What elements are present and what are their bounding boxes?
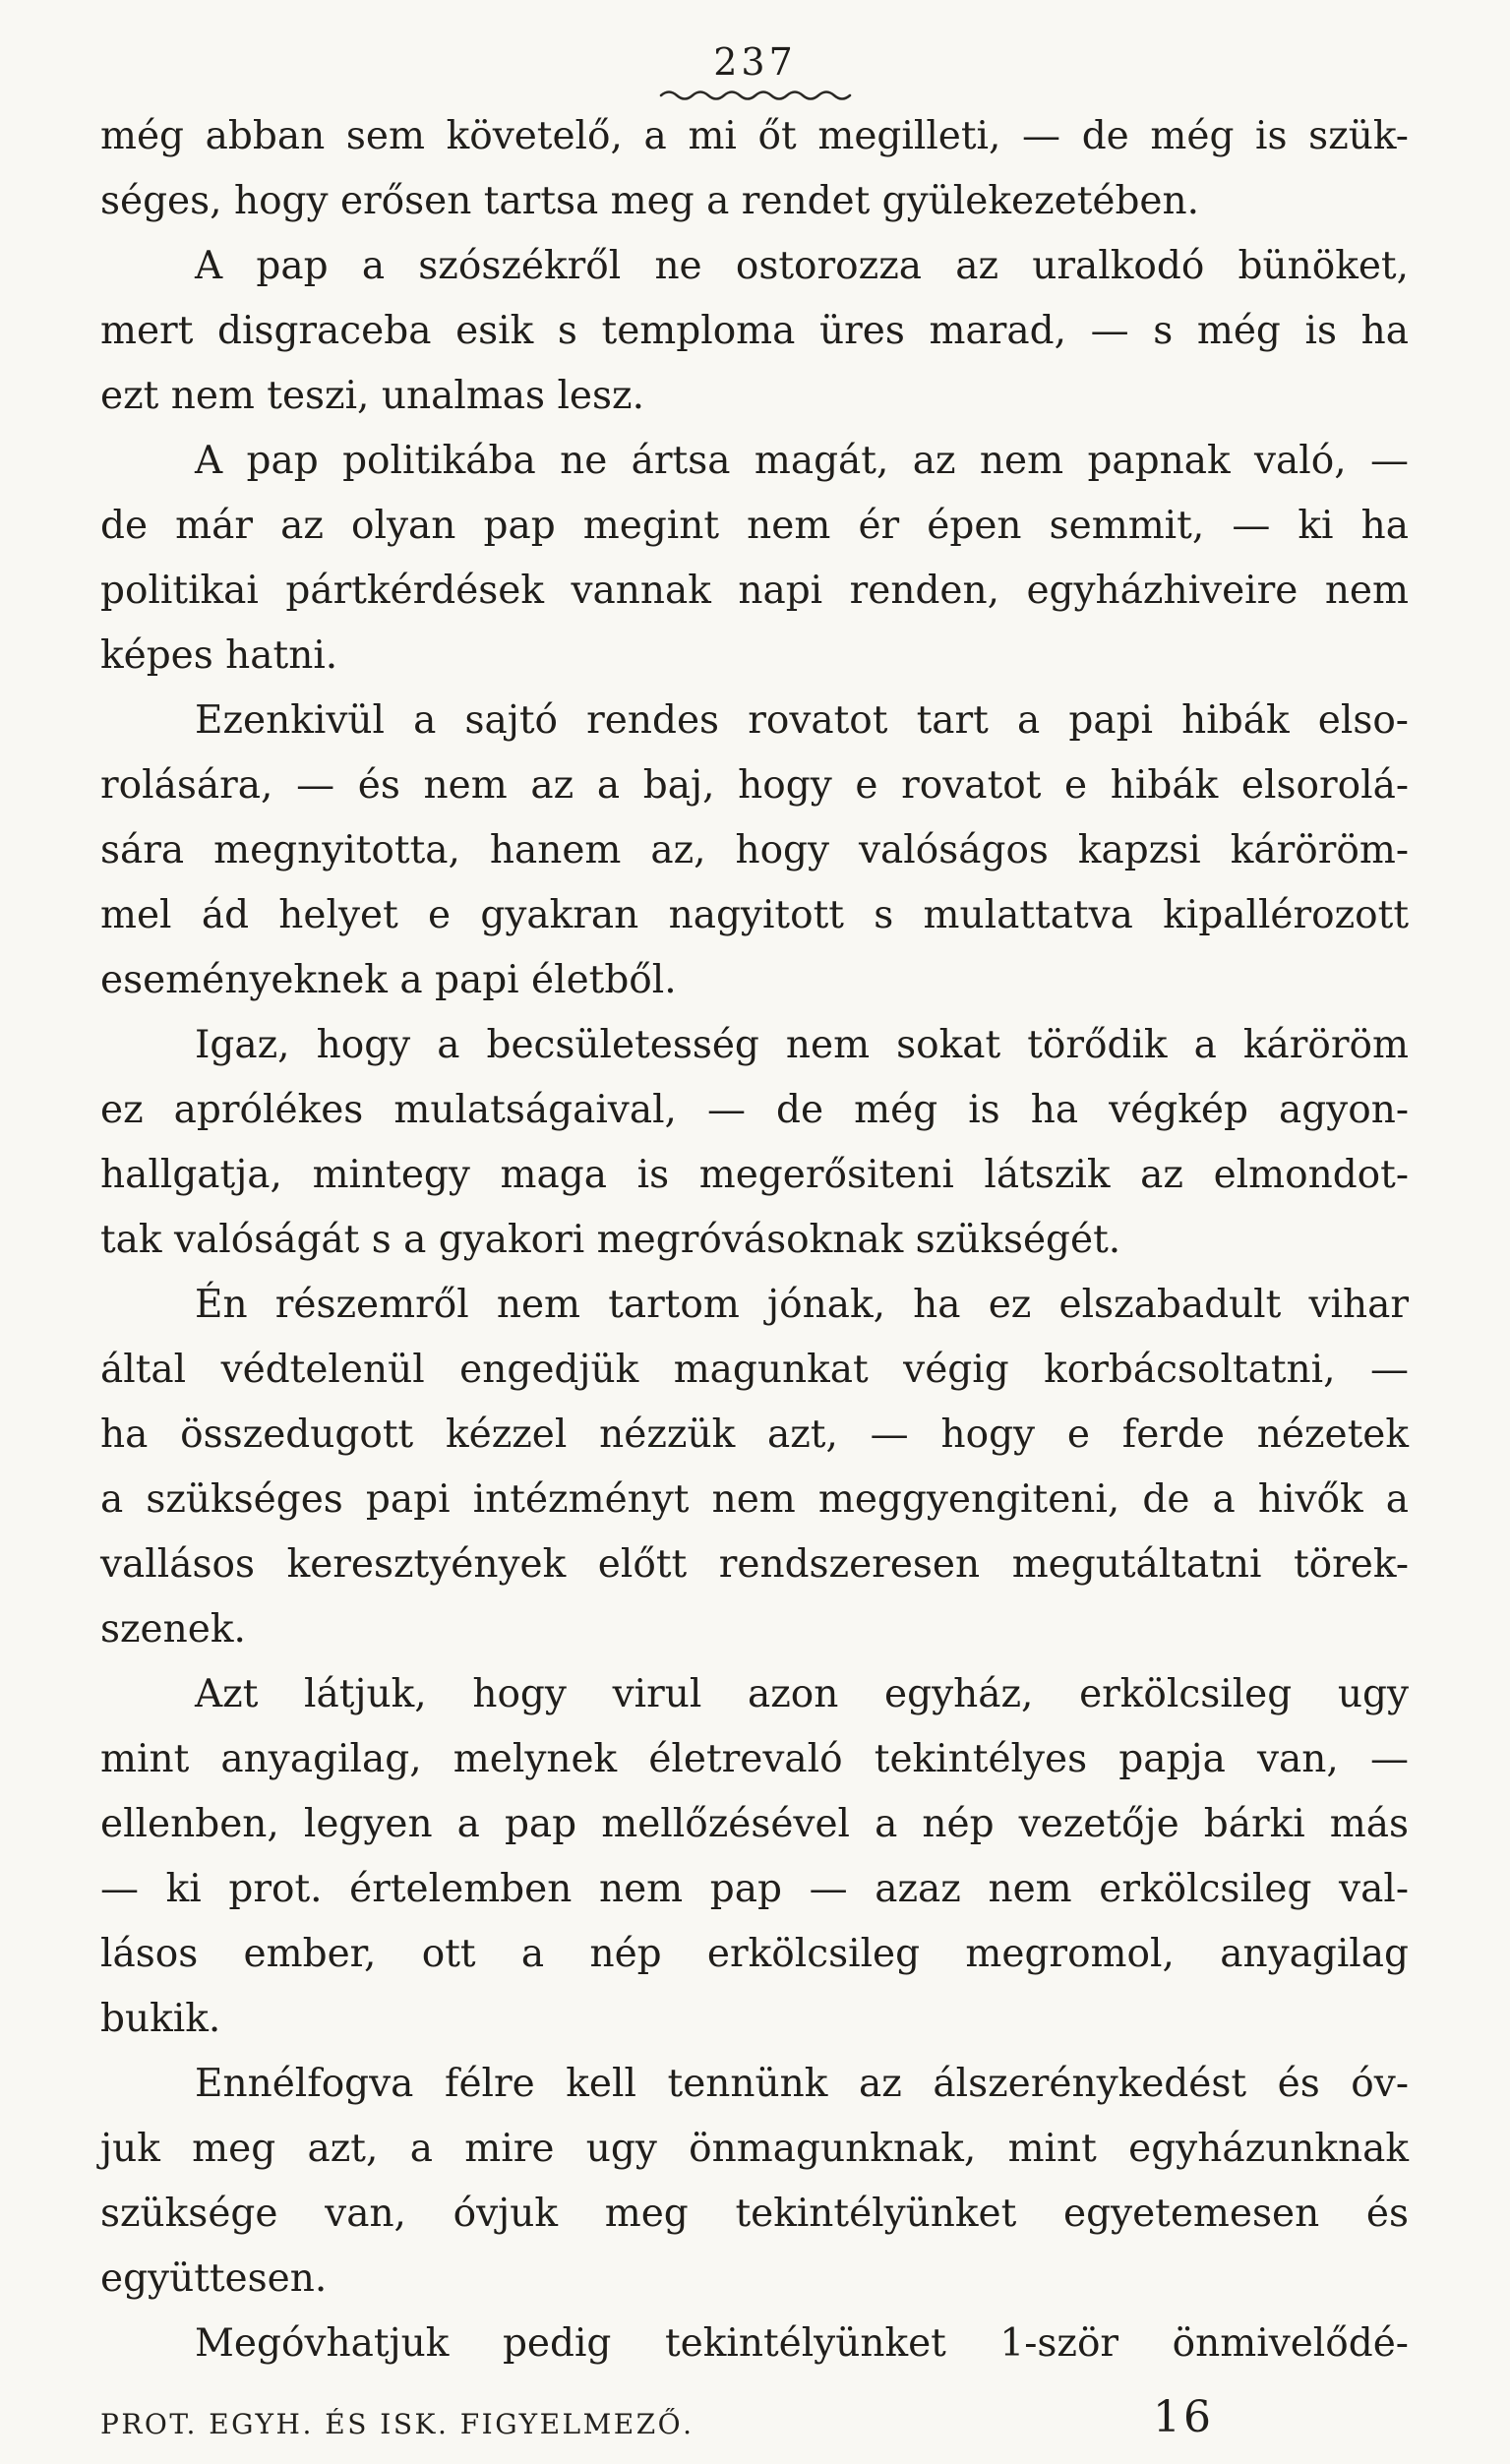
text-block — [100, 104, 1409, 2376]
journal-title: PROT. EGYH. ÉS ISK. FIGYELMEZŐ. — [100, 2408, 695, 2440]
text-line: Igaz, hogy a becsületesség nem sokat törődik a káröröm — [195, 1023, 1409, 1067]
paragraph — [100, 104, 1409, 234]
paragraph — [100, 1273, 1409, 1662]
text-line: A pap a szószékről ne ostorozza az uralkodó bünöket, — [195, 244, 1409, 288]
text-line: lásos ember, ott a nép erkölcsileg megromol, anyagilag — [100, 1932, 1409, 1976]
text-line: bukik. — [100, 1997, 221, 2041]
text-line: de már az olyan pap megint nem ér épen semmit, — ki ha — [100, 504, 1409, 548]
text-line: ez aprólékes mulatságaival, — de még is ha végkép agyon- — [100, 1088, 1409, 1132]
paragraph — [100, 689, 1409, 1013]
text-line: A pap politikába ne ártsa magát, az nem papnak való, — — [195, 439, 1409, 483]
paragraph — [100, 1013, 1409, 1273]
text-line: a szükséges papi intézményt nem meggyengiteni, de a hivők a — [100, 1477, 1409, 1522]
wavy-underline-decoration — [657, 87, 854, 102]
text-line: Ezenkivül a sajtó rendes rovatot tart a papi hibák elso- — [195, 698, 1409, 743]
text-line: rolására, — és nem az a baj, hogy e rovatot e hibák elsorolá- — [100, 763, 1409, 808]
page-footer — [100, 2392, 1409, 2455]
text-line: mint anyagilag, melynek életrevaló tekintélyes papja van, — — [100, 1737, 1409, 1781]
text-line: hallgatja, mintegy maga is megerősiteni látszik az elmondot- — [100, 1153, 1409, 1197]
page-number: 237 — [713, 40, 797, 84]
text-line: séges, hogy erősen tartsa meg a rendet gyülekezetében. — [100, 179, 1200, 223]
text-line: szüksége van, óvjuk meg tekintélyünket egyetemesen és — [100, 2192, 1409, 2236]
text-line: mel ád helyet e gyakran nagyitott s mulattatva kipallérozott — [100, 893, 1409, 937]
text-line: sára megnyitotta, hanem az, hogy valóságos kapzsi káröröm- — [100, 828, 1409, 872]
paragraph — [100, 2052, 1409, 2312]
text-line: szenek. — [100, 1607, 246, 1652]
text-line: juk meg azt, a mire ugy önmagunknak, mint egyházunknak — [100, 2127, 1409, 2171]
paragraph — [100, 2312, 1409, 2376]
page-header — [0, 41, 1510, 102]
text-line: Azt látjuk, hogy virul azon egyház, erkölcsileg ugy — [195, 1672, 1409, 1716]
paragraph — [100, 234, 1409, 429]
text-line: ellenben, legyen a pap mellőzésével a nép vezetője bárki más — [100, 1802, 1409, 1846]
text-line: Én részemről nem tartom jónak, ha ez elszabadult vihar — [195, 1283, 1409, 1327]
text-line: együttesen. — [100, 2256, 328, 2301]
paragraph — [100, 1662, 1409, 2052]
text-line: politikai pártkérdések vannak napi renden, egyházhiveire nem — [100, 569, 1409, 613]
text-line: Ennélfogva félre kell tennünk az álszerénykedést és óv- — [195, 2062, 1409, 2106]
text-line: még abban sem követelő, a mi őt megilleti, — de még is szük- — [100, 114, 1409, 158]
text-line: által védtelenül engedjük magunkat végig korbácsoltatni, — — [100, 1348, 1409, 1392]
text-line: ezt nem teszi, unalmas lesz. — [100, 374, 644, 418]
text-line: Megóvhatjuk pedig tekintélyünket 1-ször önmivelődé- — [195, 2321, 1409, 2366]
text-line: eseményeknek a papi életből. — [100, 958, 677, 1002]
text-line: vallásos keresztyények előtt rendszeresen megutáltatni törek- — [100, 1542, 1409, 1587]
paragraph — [100, 429, 1409, 689]
text-line: — ki prot. értelemben nem pap — azaz nem erkölcsileg val- — [100, 1867, 1409, 1911]
text-line: képes hatni. — [100, 633, 338, 678]
page-signature-number: 16 — [1153, 2392, 1214, 2442]
text-line: tak valóságát s a gyakori megróvásoknak szükségét. — [100, 1218, 1121, 1262]
text-line: ha összedugott kézzel nézzük azt, — hogy e ferde nézetek — [100, 1412, 1409, 1457]
text-line: mert disgraceba esik s temploma üres marad, — s még is ha — [100, 309, 1409, 353]
